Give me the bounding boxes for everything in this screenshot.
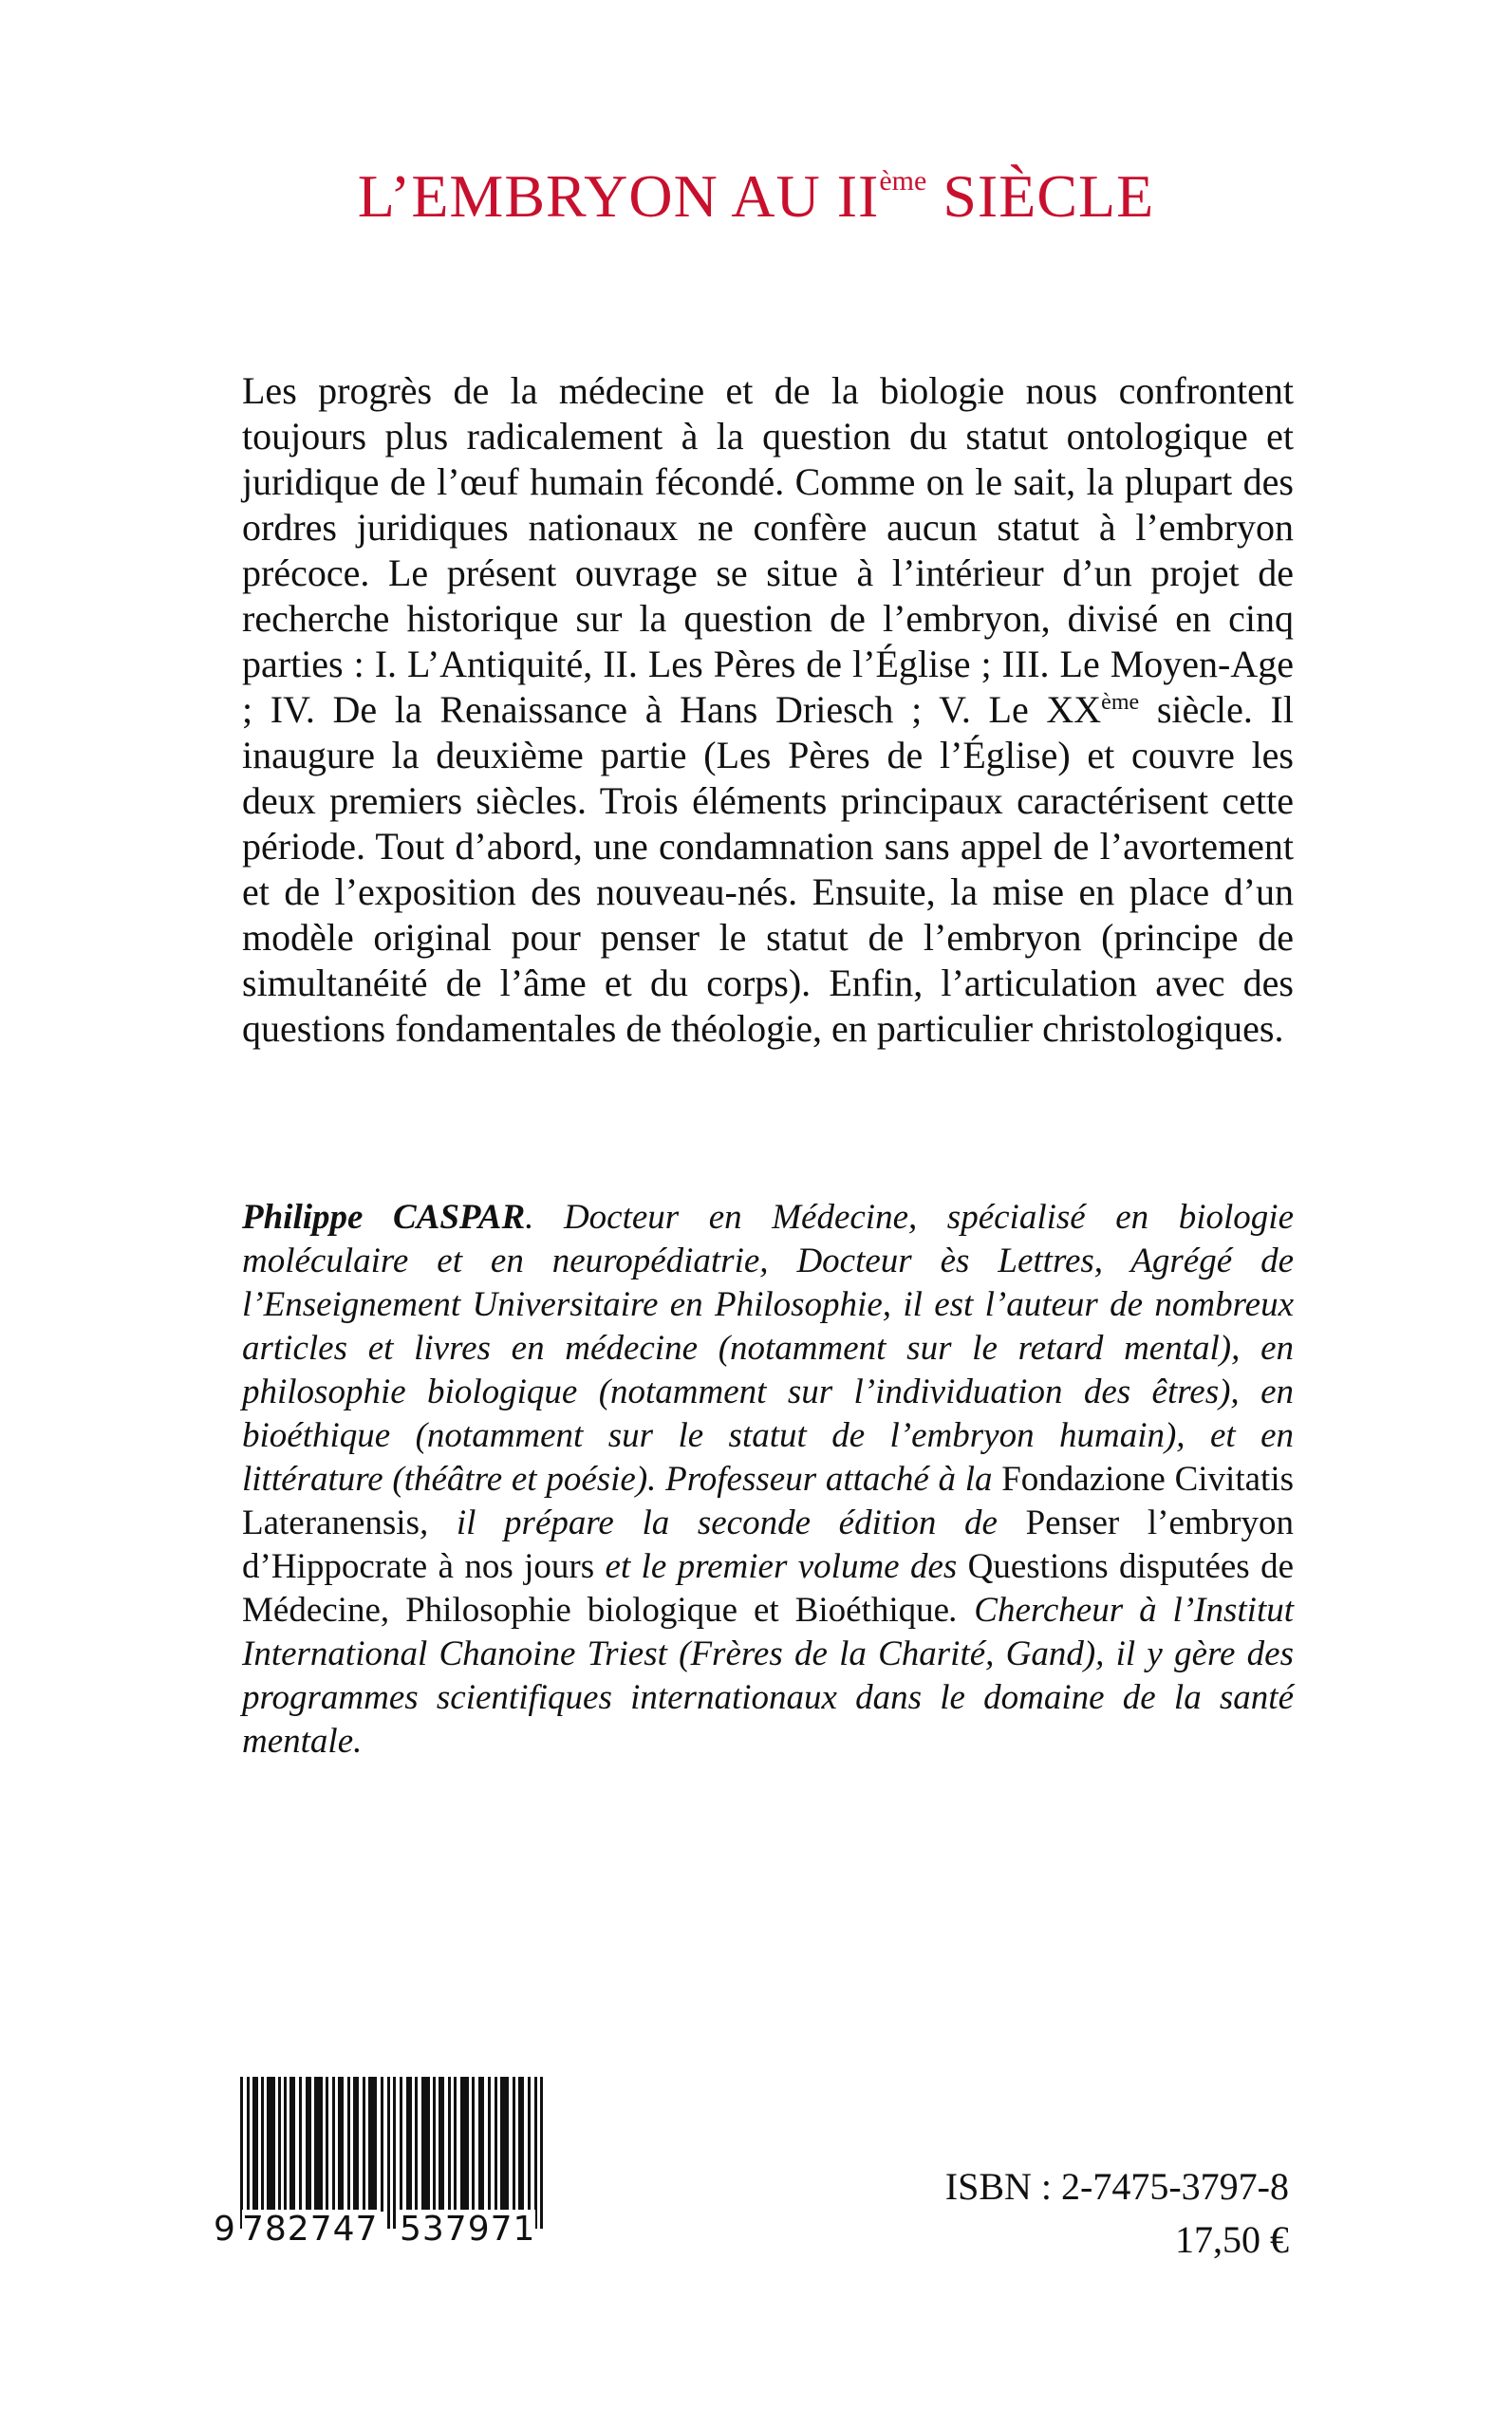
- author-name: Philippe CASPAR: [242, 1198, 526, 1237]
- bio-institution: Fondazione Civitatis Lateranensis: [242, 1460, 1294, 1542]
- title-end: SIÈCLE: [926, 162, 1155, 230]
- title-superscript: ème: [879, 165, 927, 196]
- summary-part1: Les progrès de la médecine et de la biologie nous confrontent toujours plus radicalement à la question du statut ontologique et juridique de l’œuf humain fécondé. Comme on le sait, la plupart des ordres juridiques nationaux ne confère aucun statut à l’embryon précoce. Le présent ouvrage se situe à l’intérieur d’un projet de recherche historique sur la question de l’embryon, divisé en cinq parties : I. L’Antiquité, II. Les Pères de l’Église ; III. Le Moyen-Age ; IV. De la Renaissance à Hans Driesch ; V. Le XX: [242, 369, 1294, 731]
- book-title: [0, 161, 1512, 232]
- author-bio: [242, 1196, 1294, 1764]
- barcode-left-group: 782747: [242, 2210, 379, 2249]
- summary-superscript: ème: [1101, 690, 1140, 715]
- barcode: [214, 2075, 565, 2255]
- summary-part2: siècle. Il inaugure la deuxième partie (Les Pères de l’Église) et couvre les deux premiers siècles. Trois éléments principaux caractérisent cette période. Tout d’abord, une condamnation sans appel de l’avortement et de l’exposition des nouveau-nés. Ensuite, la mise en place d’un modèle original pour penser le statut de l’embryon (principe de simultanéité de l’âme et du corps). Enfin, l’articulation avec des questions fondamentales de théologie, en particulier christologiques.: [242, 688, 1294, 1050]
- bio-text-4: . Chercheur à l’Institut International Chanoine Triest (Frères de la Charité, Gand), il y gère des programmes scientifiques internationaux dans le domaine de la santé mentale.: [242, 1591, 1295, 1761]
- price: 17,50 €: [1175, 2218, 1289, 2261]
- bio-text-2: , il prépare la seconde édition de: [419, 1503, 1026, 1542]
- barcode-right-group: 537971: [400, 2210, 536, 2249]
- bio-text-3: et le premier volume des: [594, 1547, 968, 1586]
- bio-text-1: . Docteur en Médecine, spécialisé en biologie moléculaire et en neuropédiatrie, Docteur ès Lettres, Agrégé de l’Enseignement Universitaire en Philosophie, il est l’auteur de nombreux articles et livres en médecine (notamment sur le retard mental), en philosophie biologique (notamment sur l’individuation des êtres), en bioéthique (notamment sur le statut de l’embryon humain), et en littérature (théâtre et poésie). Professeur attaché à la: [242, 1198, 1294, 1499]
- bio-book-1: Penser l’embryon d’Hippocrate à nos jours: [242, 1503, 1294, 1586]
- bio-book-2: Questions disputées de Médecine, Philosophie biologique et Bioéthique: [242, 1547, 1294, 1630]
- barcode-first-digit: 9: [214, 2210, 235, 2249]
- title-main: L’EMBRYON AU II: [357, 162, 880, 230]
- summary-paragraph: [242, 368, 1294, 1052]
- isbn: ISBN : 2-7475-3797-8: [944, 2165, 1289, 2208]
